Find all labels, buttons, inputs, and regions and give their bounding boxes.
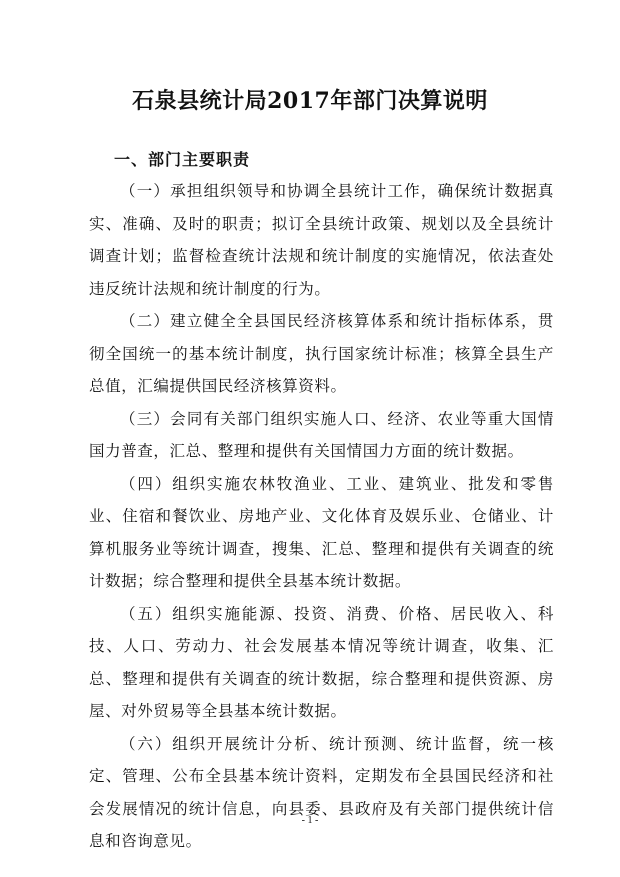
- paragraph-duty-4: （四）组织实施农林牧渔业、工业、建筑业、批发和零售业、住宿和餐饮业、房地产业、文化体育及娱乐业、仓储业、计算机服务业等统计调查，搜集、汇总、整理和提供有关调查的统计数据；综合整理和提供全县基本统计数据。: [89, 474, 554, 590]
- section-heading: 一、部门主要职责: [114, 150, 251, 169]
- page-number: - 1 -: [301, 815, 319, 826]
- paragraph-duty-3: （三）会同有关部门组织实施人口、经济、农业等重大国情国力普查，汇总、整理和提供有关国情国力方面的统计数据。: [89, 409, 554, 460]
- section-body: [89, 175, 554, 858]
- paragraph-duty-1: （一）承担组织领导和协调全县统计工作，确保统计数据真实、准确、及时的职责；拟订全县统计政策、规划以及全县统计调查计划；监督检查统计法规和统计制度的实施情况，依法查处违反统计法规和统计制度的行为。: [89, 182, 554, 298]
- paragraph-duty-6: （六）组织开展统计分析、统计预测、统计监督，统一核定、管理、公布全县基本统计资料，定期发布全县国民经济和社会发展情况的统计信息，向县委、县政府及有关部门提供统计信息和咨询意见。: [89, 734, 554, 850]
- paragraph-duty-2: （二）建立健全全县国民经济核算体系和统计指标体系，贯彻全国统一的基本统计制度，执行国家统计标准；核算全县生产总值，汇编提供国民经济核算资料。: [89, 312, 554, 395]
- document-title: 石泉县统计局2017年部门决算说明: [132, 88, 488, 114]
- paragraph-duty-5: （五）组织实施能源、投资、消费、价格、居民收入、科技、人口、劳动力、社会发展基本情况等统计调查，收集、汇总、整理和提供有关调查的统计数据，综合整理和提供资源、房屋、对外贸易等全县基本统计数据。: [89, 604, 554, 720]
